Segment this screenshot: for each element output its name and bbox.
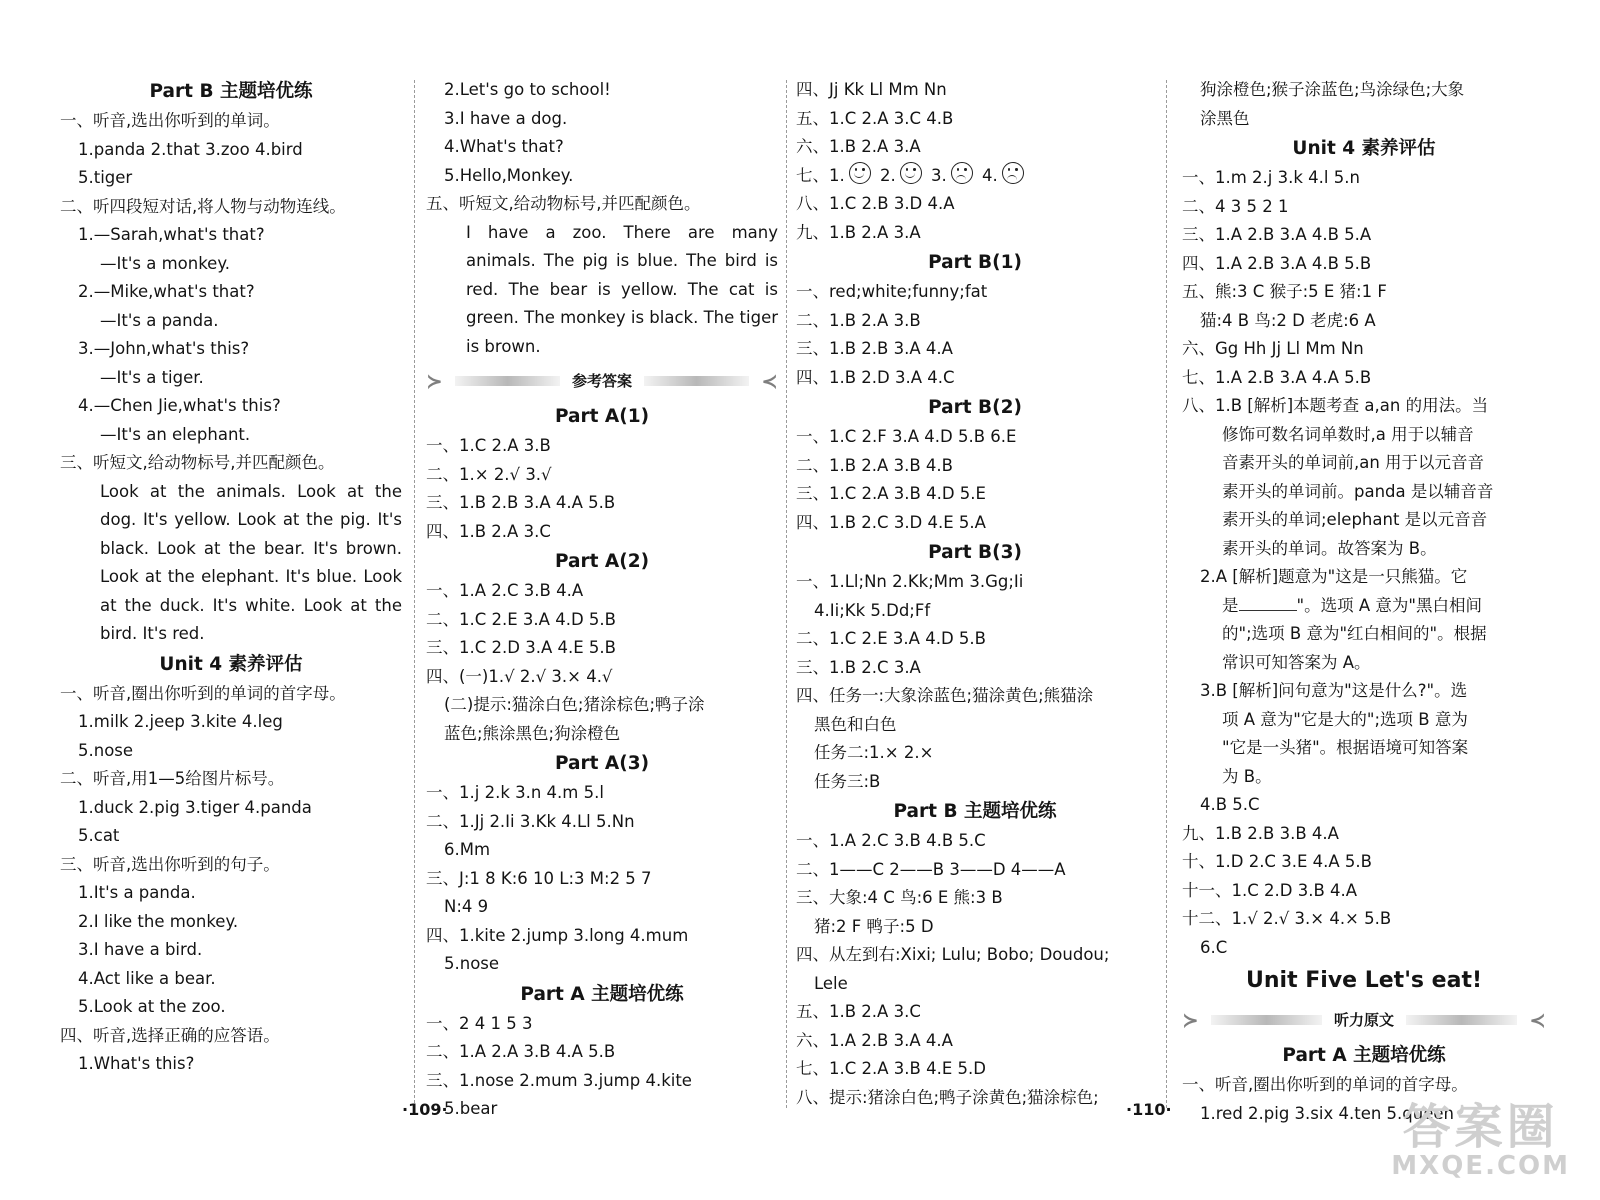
text-line: 为 B。 — [1222, 766, 1272, 786]
section-heading: Part A(3) — [554, 753, 650, 774]
answer-line-faces: 七、1. 2. 3. 4. — [796, 162, 1154, 191]
text-line: 二、1.C 2.E 3.A 4.D 5.B — [426, 609, 616, 629]
text-line: 1.milk 2.jeep 3.kite 4.leg — [78, 712, 283, 731]
text-line: 二、听音,用1—5给图片标号。 — [60, 769, 285, 788]
section-heading: Part A 主题培优练 — [1282, 1045, 1446, 1066]
text-line: Lele — [814, 973, 848, 993]
text-line: 六、Gg Hh Jj Ll Mm Nn — [1182, 339, 1364, 358]
text-line: 七、1.C 2.A 3.B 4.E 5.D — [796, 1059, 986, 1078]
column-1 — [60, 76, 402, 1079]
text-line: 5.nose — [78, 740, 134, 760]
text-line: 十一、1.C 2.D 3.B 4.A — [1182, 880, 1358, 900]
text-line: —It's an elephant. — [100, 424, 251, 444]
text-line: 黑色和白色 — [814, 714, 897, 734]
text-line: 七、1.A 2.B 3.A 4.A 5.B — [1182, 367, 1372, 387]
text-line: 三、1.B 2.B 3.A 4.A — [796, 339, 953, 358]
text-line: 九、1.B 2.B 3.B 4.A — [1182, 823, 1339, 843]
text-line: 项 A 意为"它是大的";选项 B 意为 — [1222, 709, 1468, 729]
text-line: 八、提示:猪涂白色;鸭子涂黄色;猫涂棕色; — [796, 1087, 1099, 1107]
text-line: 素开头的单词前。panda 是以辅音音 — [1222, 481, 1494, 501]
text-line: 二、1.A 2.A 3.B 4.A 5.B — [426, 1042, 616, 1061]
text-line: 三、1.B 2.C 3.A — [796, 657, 921, 677]
section-banner-title: 参考答案 — [572, 371, 633, 390]
text-line: 5.Hello,Monkey. — [444, 165, 574, 185]
column-divider-2 — [786, 80, 787, 1108]
section-heading: Part A(1) — [554, 406, 650, 427]
chevron-icon: ≺ — [761, 368, 779, 393]
text-line: 1.—Sarah,what's that? — [78, 225, 265, 244]
text-line: 3.B [解析]问句意为"这是什么?"。选 — [1200, 681, 1468, 700]
watermark-url: MXQE.COM — [1391, 1151, 1570, 1181]
text-line: 猫:4 B 鸟:2 D 老虎:6 A — [1200, 310, 1376, 330]
text-line: 五、熊:3 C 猴子:5 E 猪:1 F — [1182, 282, 1387, 301]
text-line: "它是一头猪"。根据语境可知答案 — [1222, 738, 1469, 757]
text-line: 一、听音,圈出你听到的单词的首字母。 — [60, 683, 346, 703]
text-line: 1.red 2.pig 3.six 4.ten 5.queen — [1200, 1103, 1454, 1123]
text-line: 五、1.B 2.A 3.C — [796, 1002, 921, 1021]
page-number-right: ·110· — [1126, 1100, 1172, 1119]
text-line: 八、1.C 2.B 3.D 4.A — [796, 194, 955, 213]
text-line: 一、1.A 2.C 3.B 4.B 5.C — [796, 831, 986, 850]
text-line: 一、听音,选出你听到的单词。 — [60, 111, 280, 130]
text-line: 九、1.B 2.A 3.A — [796, 222, 921, 242]
text-line: 5.cat — [78, 826, 120, 845]
text-line: 3.I have a dog. — [444, 108, 568, 128]
text-line: 素开头的单词;elephant 是以元音音 — [1222, 510, 1488, 529]
column-4 — [1182, 76, 1546, 1128]
text-line: 四、1.kite 2.jump 3.long 4.mum — [426, 925, 689, 945]
text-line: N:4 9 — [444, 897, 489, 916]
text-line: 蓝色;熊涂黑色;狗涂橙色 — [444, 723, 621, 743]
text-line: 二、4 3 5 2 1 — [1182, 196, 1289, 216]
text-line: 二、1——C 2——B 3——D 4——A — [796, 859, 1066, 879]
text-segment: "。选项 A 意为"黑白相间 — [1296, 595, 1482, 615]
text-line: 音素开头的单词前,an 用于以元音音 — [1222, 453, 1485, 472]
text-line-with-blank — [1182, 592, 1546, 621]
section-heading: Unit 4 素养评估 — [159, 653, 303, 675]
text-line: 5.tiger — [78, 168, 133, 187]
text-line: 四、1.B 2.C 3.D 4.E 5.A — [796, 512, 986, 532]
text-line: 三、1.C 2.D 3.A 4.E 5.B — [426, 638, 616, 657]
page-number-left: ·109· — [402, 1100, 448, 1119]
chevron-icon: ≺ — [1529, 1007, 1547, 1032]
text-line: 二、1.× 2.√ 3.√ — [426, 464, 552, 484]
text-line: 4.Ii;Kk 5.Dd;Ff — [814, 600, 931, 620]
text-line: 三、听短文,给动物标号,并匹配颜色。 — [60, 453, 335, 472]
text-line: 2.Let's go to school! — [444, 80, 611, 99]
text-line: 6.C — [1200, 937, 1228, 957]
text-line: 四、从左到右:Xixi; Lulu; Bobo; Doudou; — [796, 945, 1110, 964]
text-line: 1.What's this? — [78, 1054, 195, 1073]
text-line: 六、1.B 2.A 3.A — [796, 137, 921, 156]
text-line: 五、听短文,给动物标号,并匹配颜色。 — [426, 194, 701, 213]
section-heading: Part B(3) — [928, 542, 1022, 563]
text-line: 一、red;white;funny;fat — [796, 282, 988, 301]
text-line: 3.I have a bird. — [78, 940, 203, 959]
text-line: 狗涂橙色;猴子涂蓝色;鸟涂绿色;大象 — [1200, 80, 1465, 99]
column-3 — [796, 76, 1154, 1112]
text-line: 三、J:1 8 K:6 10 L:3 M:2 5 7 — [426, 868, 652, 888]
text-line: 涂黑色 — [1200, 108, 1250, 128]
text-line: 三、1.nose 2.mum 3.jump 4.kite — [426, 1070, 692, 1090]
text-line: 二、1.B 2.A 3.B 4.B — [796, 455, 953, 475]
text-line: 一、1.C 2.A 3.B — [426, 436, 551, 455]
watermark-logo — [1391, 1099, 1570, 1181]
text-line: 任务三:B — [814, 771, 881, 791]
text-line: 四、1.B 2.D 3.A 4.C — [796, 367, 955, 387]
text-line: 修饰可数名词单数时,a 用于以辅音 — [1222, 424, 1474, 444]
listening-passage: I have a zoo. There are many animals. The pig is blue. The bird is red. The bear is yellow. The cat is green. The monkey is black. The tiger is brown. — [466, 222, 778, 356]
text-line: 2.I like the monkey. — [78, 911, 239, 931]
smiley-face-icon — [849, 162, 871, 184]
text-line: 十二、1.√ 2.√ 3.× 4.× 5.B — [1182, 909, 1392, 928]
column-divider-1 — [414, 80, 415, 1108]
text-line: —It's a monkey. — [100, 253, 230, 273]
watermark-text: 答案圈 — [1402, 1099, 1559, 1155]
text-line: 四、任务一:大象涂蓝色;猫涂黄色;熊猫涂 — [796, 686, 1094, 705]
text-line: 八、1.B [解析]本题考查 a,an 的用法。当 — [1182, 396, 1489, 415]
text-line: 2.—Mike,what's that? — [78, 282, 255, 301]
text-line: 1.It's a panda. — [78, 883, 196, 902]
text-line: 四、1.A 2.B 3.A 4.B 5.B — [1182, 253, 1372, 273]
text-line: 一、1.Ll;Nn 2.Kk;Mm 3.Gg;Ii — [796, 572, 1024, 591]
text-line: 二、1.Jj 2.Ii 3.Kk 4.Ll 5.Nn — [426, 811, 635, 831]
text-line: 一、1.C 2.F 3.A 4.D 5.B 6.E — [796, 427, 1017, 446]
sad-face-icon — [951, 162, 973, 184]
section-heading: Part A(2) — [554, 551, 650, 572]
text-line: 五、1.C 2.A 3.C 4.B — [796, 108, 954, 128]
text-segment: 是 — [1222, 595, 1239, 615]
text-line: 一、1.A 2.C 3.B 4.A — [426, 581, 584, 600]
section-banner-title: 听力原文 — [1334, 1010, 1395, 1029]
text-line: 三、1.A 2.B 3.A 4.B 5.A — [1182, 225, 1372, 244]
text-line: 四、1.B 2.A 3.C — [426, 521, 551, 541]
text-line: 1.duck 2.pig 3.tiger 4.panda — [78, 797, 312, 817]
smiley-face-icon — [900, 162, 922, 184]
text-line: 任务二:1.× 2.× — [814, 743, 934, 762]
text-line: 4.What's that? — [444, 137, 564, 156]
text-line: 猪:2 F 鸭子:5 D — [814, 916, 934, 936]
text-line: 三、听音,选出你听到的句子。 — [60, 854, 280, 874]
text-line: 4.Act like a bear. — [78, 968, 216, 988]
chevron-icon: ≻ — [1182, 1007, 1199, 1032]
text-line: 一、1.j 2.k 3.n 4.m 5.l — [426, 783, 604, 802]
text-line: 三、大象:4 C 鸟:6 E 熊:3 B — [796, 888, 1003, 907]
text-line: 三、1.C 2.A 3.B 4.D 5.E — [796, 484, 986, 503]
text-line: 二、听四段短对话,将人物与动物连线。 — [60, 196, 346, 216]
text-line: 二、1.B 2.A 3.B — [796, 310, 921, 330]
text-line: 四、Jj Kk Ll Mm Nn — [796, 80, 947, 99]
text-line: 常识可知答案为 A。 — [1222, 652, 1371, 672]
text-line: 二、1.C 2.E 3.A 4.D 5.B — [796, 629, 986, 648]
section-heading: Part A 主题培优练 — [520, 983, 684, 1005]
text-line: 素开头的单词。故答案为 B。 — [1222, 538, 1437, 558]
text-line: 四、听音,选择正确的应答语。 — [60, 1025, 280, 1045]
text-line: 2.A [解析]题意为"这是一只熊猫。它 — [1200, 567, 1468, 586]
column-2 — [426, 76, 778, 1124]
text-line: 六、1.A 2.B 3.A 4.A — [796, 1030, 953, 1050]
text-line: 十、1.D 2.C 3.E 4.A 5.B — [1182, 852, 1372, 871]
section-heading: Unit 4 素养评估 — [1292, 138, 1436, 159]
text-line: —It's a panda. — [100, 310, 219, 330]
section-heading: Part B 主题培优练 — [893, 801, 1057, 822]
column-divider-3 — [1166, 80, 1167, 1108]
text-line: 1.panda 2.that 3.zoo 4.bird — [78, 139, 303, 159]
sad-face-icon — [1002, 162, 1024, 184]
listening-passage: Look at the animals. Look at the dog. It's yellow. Look at the pig. It's black. Look at the bear. It's brown. Look at the elephant. It's blue. Look at the duck. It's white. Look at the bird. It's red. — [100, 481, 402, 643]
section-heading: Part B(1) — [928, 252, 1022, 273]
section-banner — [1182, 1004, 1546, 1036]
text-line: 一、听音,圈出你听到的单词的首字母。 — [1182, 1075, 1468, 1094]
text-line: 6.Mm — [444, 840, 491, 859]
text-line: 一、1.m 2.j 3.k 4.l 5.n — [1182, 168, 1360, 187]
text-line: —It's a tiger. — [100, 367, 204, 387]
text-line: (二)提示:猫涂白色;猪涂棕色;鸭子涂 — [444, 695, 705, 714]
text-line: 三、1.B 2.B 3.A 4.A 5.B — [426, 493, 616, 512]
section-banner — [426, 365, 778, 397]
section-heading: Part B 主题培优练 — [149, 81, 313, 102]
text-line: 5.bear — [444, 1099, 498, 1118]
section-heading: Unit Five Let's eat! — [1246, 968, 1482, 993]
text-line: 4.B 5.C — [1200, 795, 1260, 814]
text-line: 5.Look at the zoo. — [78, 997, 226, 1016]
text-line: 3.—John,what's this? — [78, 339, 250, 358]
text-line: 一、2 4 1 5 3 — [426, 1013, 533, 1033]
chevron-icon: ≻ — [426, 368, 443, 393]
text-line: 5.nose — [444, 954, 500, 973]
section-heading: Part B(2) — [928, 397, 1022, 418]
text-line: 的";选项 B 意为"红白相间的"。根据 — [1222, 624, 1487, 643]
fill-blank — [1239, 592, 1297, 611]
text-line: 四、(一)1.√ 2.√ 3.× 4.√ — [426, 666, 613, 686]
text-line: 4.—Chen Jie,what's this? — [78, 396, 281, 415]
